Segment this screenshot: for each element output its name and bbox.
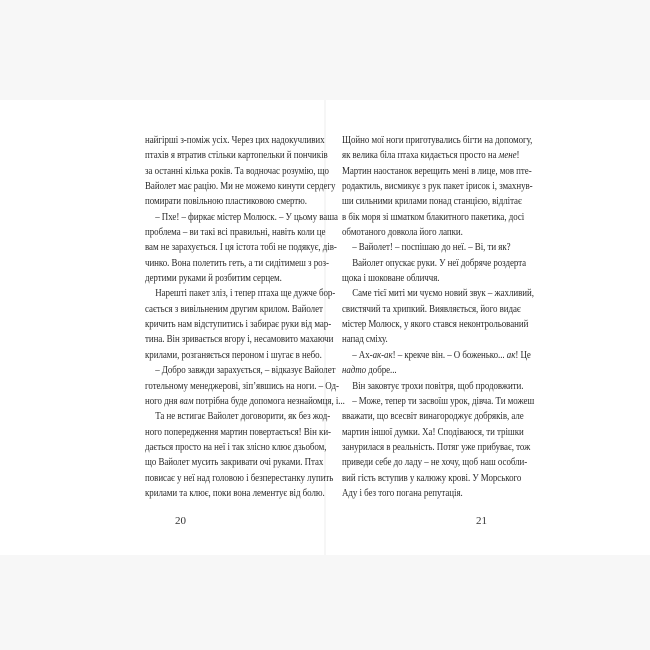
text-segment: тина. Він зривається вгору і, несамовито махаючи xyxy=(145,334,334,346)
text-line xyxy=(342,379,524,394)
text-line xyxy=(342,225,511,240)
text-segment: крилами та клює, поки вона лементує від болю. xyxy=(145,487,325,499)
text-segment: потрібна буде допомога незнайомця, і... xyxy=(193,395,345,407)
text-segment: Та не встигає Вайолет договорити, як без жод- xyxy=(155,411,331,423)
text-line xyxy=(342,148,520,163)
text-segment: занурилася в реальність. Потяг уже прибуває, тож xyxy=(342,441,531,453)
text-line xyxy=(145,164,329,179)
text-line xyxy=(145,225,326,240)
text-line xyxy=(342,317,529,332)
italic-text: вам xyxy=(179,395,194,407)
italic-text: ак xyxy=(506,349,516,361)
text-line xyxy=(342,179,533,194)
text-line xyxy=(342,271,511,286)
text-line xyxy=(342,348,531,363)
text-line xyxy=(145,210,338,225)
italic-text: мене xyxy=(498,150,517,162)
text-segment: ! – крекче він. – О боженько... xyxy=(392,349,507,361)
text-line xyxy=(145,379,339,394)
text-line xyxy=(145,194,312,209)
text-segment: Щойно мої ноги приготувались бігти на допомогу, xyxy=(342,135,533,146)
text-line xyxy=(342,440,531,455)
text-line xyxy=(342,194,522,209)
text-segment: – Ах- xyxy=(352,349,373,361)
text-segment: ши сильними крилами понад станцією, відлітає xyxy=(342,196,522,208)
text-line xyxy=(342,471,522,486)
text-segment: Він заковтує трохи повітря, щоб продовжити. xyxy=(352,380,524,392)
text-line xyxy=(145,348,322,363)
text-line xyxy=(145,332,334,347)
text-segment: – Вайолет! – поспішаю до неї. – Ві, ти як? xyxy=(352,242,511,254)
right-page-text xyxy=(342,133,541,501)
text-segment: як велика біла птаха кидається просто на xyxy=(342,150,499,162)
text-segment: помирати повільною пластиковою смертю. xyxy=(145,196,307,208)
text-segment: ! Це xyxy=(515,349,531,361)
text-line xyxy=(145,256,329,271)
text-line xyxy=(145,394,345,409)
text-line xyxy=(342,486,511,501)
text-segment: напад сміху. xyxy=(342,334,388,346)
text-line xyxy=(342,164,532,179)
text-line xyxy=(342,363,511,378)
text-segment: ного дня xyxy=(145,395,180,407)
text-line xyxy=(342,286,534,301)
text-line xyxy=(145,486,325,501)
text-segment: добре... xyxy=(366,365,397,377)
text-line xyxy=(145,363,336,378)
text-segment: птахів я втратив стільки картопельки й пончиків xyxy=(145,150,328,162)
text-segment: приведи себе до ладу – не хочу, щоб наш особли- xyxy=(342,457,528,469)
text-segment: – Може, тепер ти засвоїш урок, дівча. Ти можеш xyxy=(352,395,535,407)
page-number-right: 21 xyxy=(476,515,487,527)
text-segment: Мартин наостанок верещить мені в лице, мов пте- xyxy=(342,165,532,177)
text-segment: за останні кілька років. Та водночас розумію, що xyxy=(145,165,329,177)
text-line xyxy=(145,455,324,470)
text-segment: дертими руками й розбитим серцем. xyxy=(145,273,282,285)
text-line xyxy=(145,148,328,163)
text-line xyxy=(145,240,337,255)
italic-text: надто xyxy=(342,365,367,377)
text-segment: повисає у неї над головою і безперестанку лупить xyxy=(145,472,334,484)
text-segment: що Вайолет мусить закривати очі руками. Птах xyxy=(145,457,324,469)
italic-text: ак-ак xyxy=(372,349,393,361)
text-segment: проблема – ви такі всі правильні, навіть коли це xyxy=(145,227,326,239)
text-segment: – Добро завжди зарахується, – відказує Вайолет xyxy=(155,365,336,377)
text-segment: дається просто на неї і так злісно клює дзьобом, xyxy=(145,441,327,453)
left-page-text xyxy=(145,133,345,501)
text-segment: чинко. Вона полетить геть, а ти сидітимеш з роз- xyxy=(145,257,329,269)
text-line xyxy=(342,394,535,409)
text-segment: в бік моря зі шматком блакитного пакетика, досі xyxy=(342,211,525,223)
text-segment: свистячий та хрипкий. Виявляється, його видає xyxy=(342,303,521,315)
text-segment: кричить нам відступитись і забирає руки від мар- xyxy=(145,319,332,331)
text-line xyxy=(145,440,327,455)
text-line xyxy=(145,271,312,286)
text-line xyxy=(145,471,334,486)
text-line xyxy=(145,133,325,148)
text-segment: готельному менеджерові, зіп’явшись на ноги. – Од- xyxy=(145,380,339,392)
text-line xyxy=(342,256,527,271)
text-segment: вам не зарахується. І ця істота тобі не подякує, дів- xyxy=(145,242,337,254)
text-segment: Саме тієї миті ми чуємо новий звук – жахливий, xyxy=(352,288,534,300)
text-segment: – Пхе! – фиркає містер Молюск. – У цьому ваша xyxy=(155,211,338,223)
text-segment: ного попередження мартин повертається! Він ки- xyxy=(145,426,331,438)
text-segment: сається з вивільненим другим крилом. Вайолет xyxy=(145,303,323,315)
text-segment: вий гість вступив у калюжу крові. У Морського xyxy=(342,472,522,484)
text-segment: ! xyxy=(516,150,520,162)
text-line xyxy=(145,317,332,332)
text-segment: містер Молюск, у якого стався неконтрольований xyxy=(342,319,529,331)
text-line xyxy=(145,302,323,317)
text-segment: обмотаного довкола його лапки. xyxy=(342,227,463,239)
text-segment: вважати, що всесвіт винагороджує добряків, але xyxy=(342,411,524,423)
text-line xyxy=(145,425,331,440)
book-spread xyxy=(0,100,650,555)
text-line xyxy=(145,286,336,301)
text-line xyxy=(342,455,528,470)
text-segment: щока і шоковане обличчя. xyxy=(342,273,440,285)
text-segment: крилами, розганяється пероном і шугає в небо. xyxy=(145,349,322,361)
text-line xyxy=(145,179,336,194)
page-number-left: 20 xyxy=(175,515,186,527)
text-segment: Вайолет опускає руки. У неї добряче роздерта xyxy=(352,257,527,269)
text-line xyxy=(342,210,525,225)
text-segment: Вайолет має рацію. Ми не можемо кинути сердегу xyxy=(145,181,336,193)
text-line xyxy=(342,425,524,440)
text-line xyxy=(145,409,331,424)
text-segment: Аду і без того погана репутація. xyxy=(342,487,463,499)
text-line xyxy=(342,240,511,255)
text-segment: мартин іншої думки. Ха! Сподіваюся, ти трішки xyxy=(342,426,524,438)
text-line xyxy=(342,133,533,148)
text-segment: родактиль, висмикує з рук пакет ірисок і, змахнув- xyxy=(342,181,533,193)
text-line xyxy=(342,332,511,347)
text-segment: Нарешті пакет зліз, і тепер птаха ще дужче бор- xyxy=(155,288,336,300)
text-line xyxy=(342,302,521,317)
text-segment: найгірші з-поміж усіх. Через цих надокучливих xyxy=(145,135,325,146)
text-line xyxy=(342,409,524,424)
